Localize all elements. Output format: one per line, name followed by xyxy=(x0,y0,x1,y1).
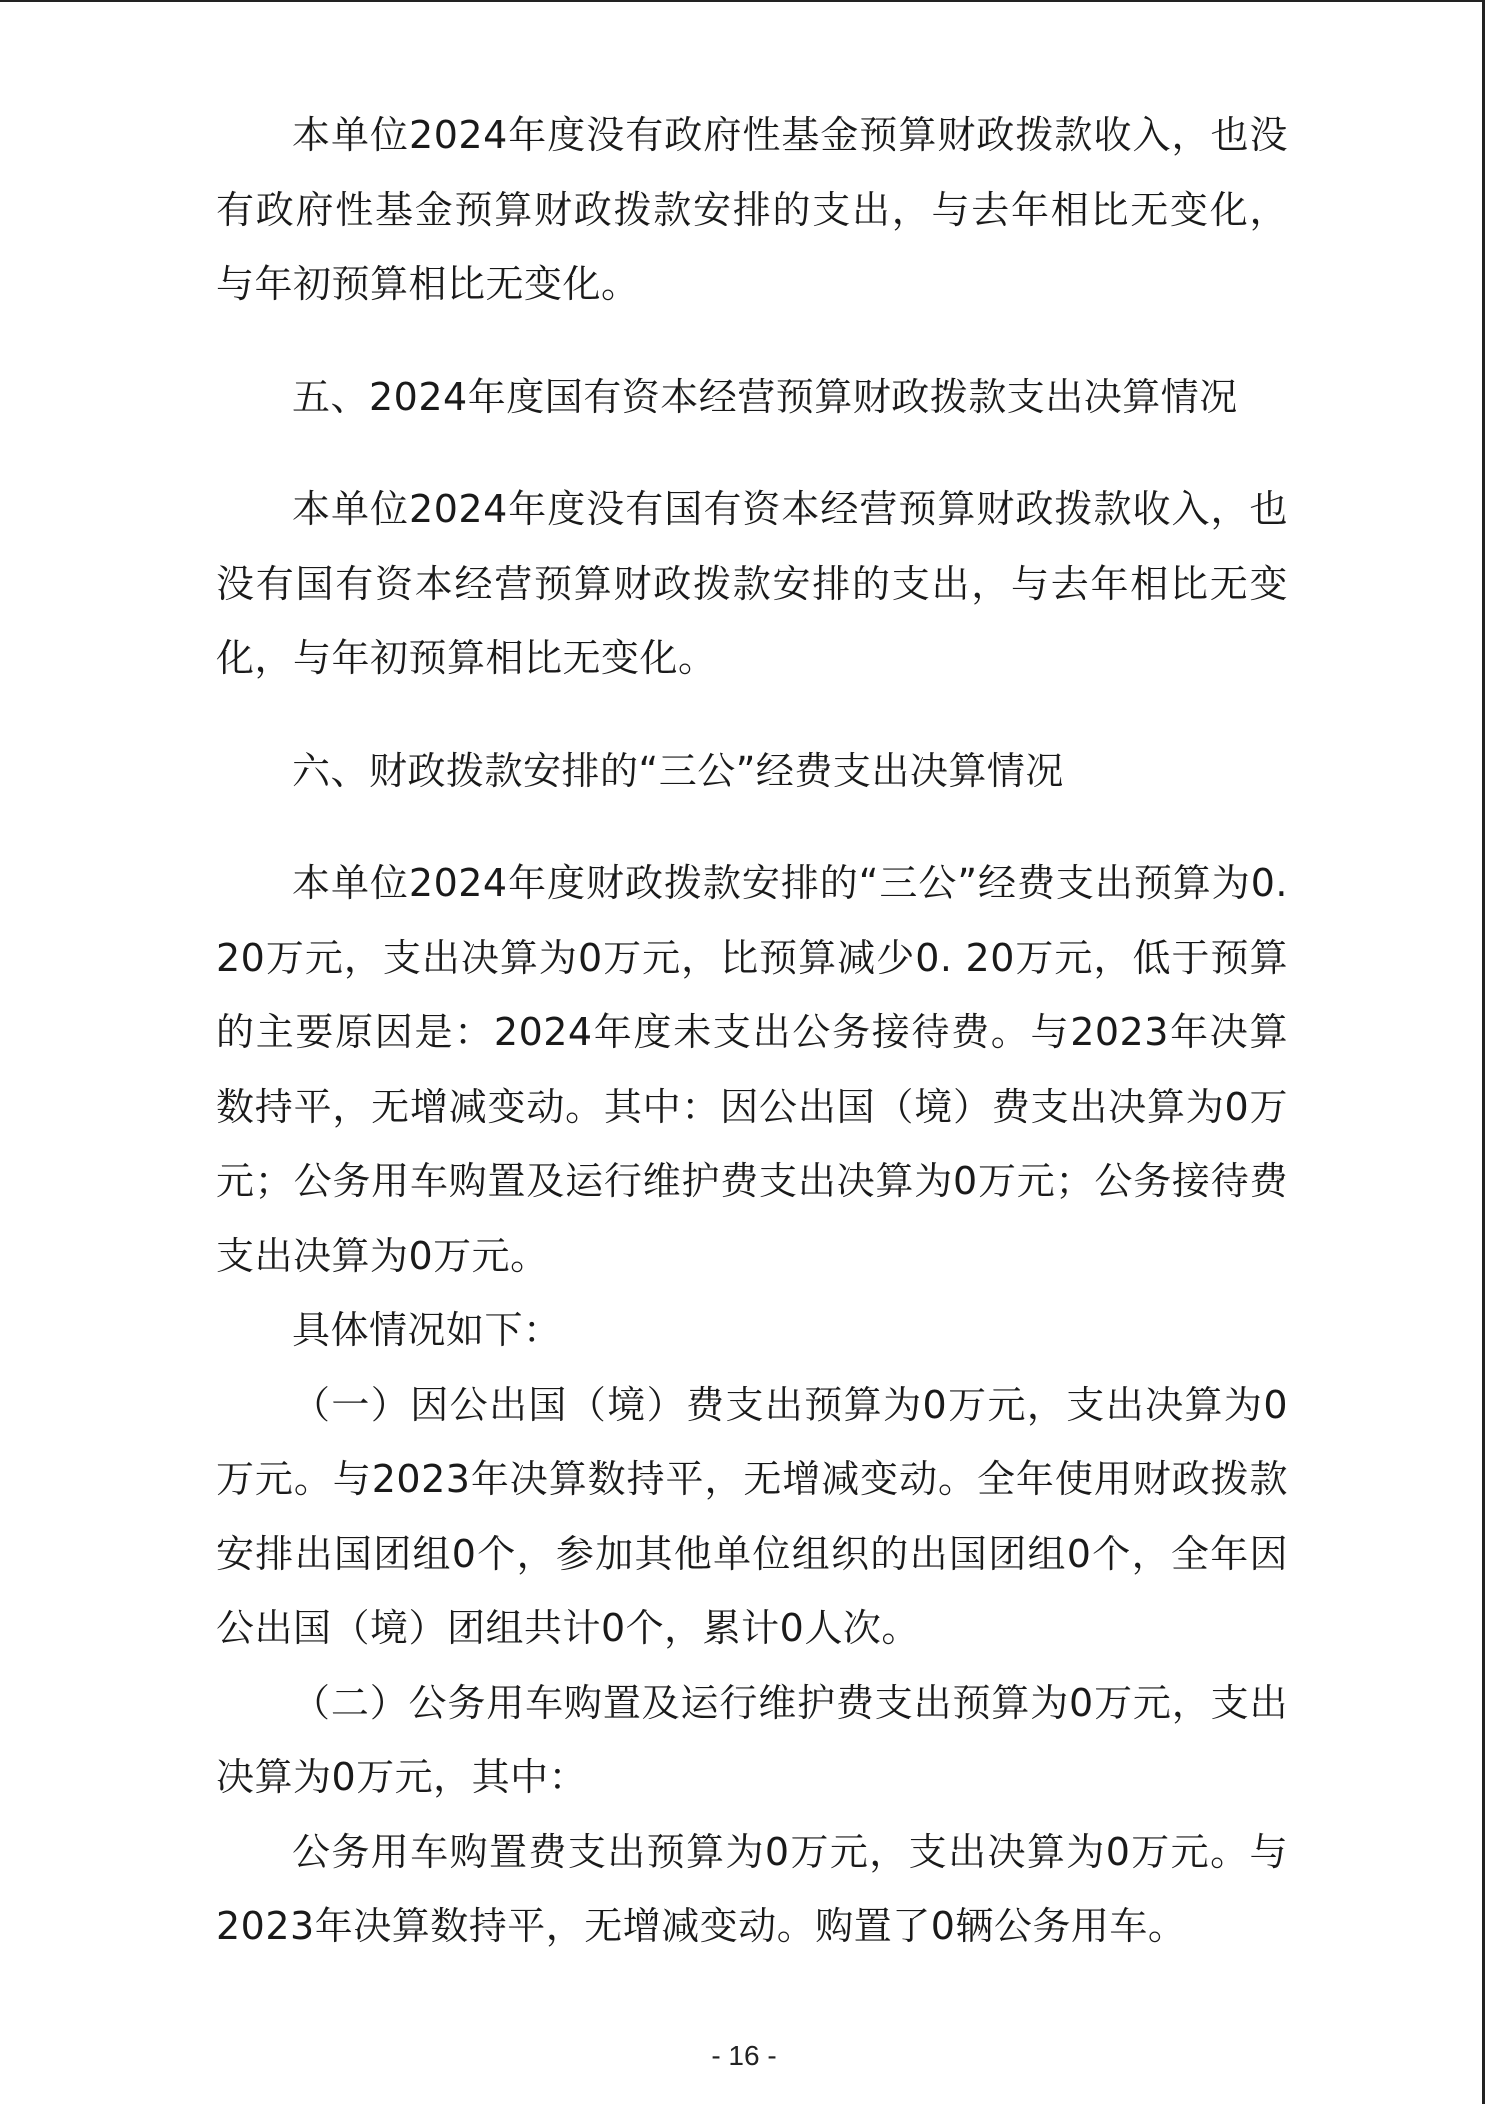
page-number: - 16 - xyxy=(711,2040,777,2071)
document-body xyxy=(216,98,1288,1964)
paragraph-state-capital: 本单位2024年度没有国有资本经营预算财政拨款收入，也没有国有资本经营预算财政拨款安排的支出，与去年相比无变化，与年初预算相比无变化。 xyxy=(216,487,1288,680)
paragraph-details-intro: 具体情况如下： xyxy=(292,1308,562,1352)
paragraph-government-fund: 本单位2024年度没有政府性基金预算财政拨款收入，也没有政府性基金预算财政拨款安排的支出，与去年相比无变化，与年初预算相比无变化。 xyxy=(216,113,1288,306)
paragraph-vehicle-expenses: （二）公务用车购置及运行维护费支出预算为0万元，支出决算为0万元，其中： xyxy=(216,1680,1288,1799)
paragraph-vehicle-purchase: 公务用车购置费支出预算为0万元，支出决算为0万元。与2023年决算数持平，无增减变动。购置了0辆公务用车。 xyxy=(216,1829,1288,1948)
paragraph-three-public-summary: 本单位2024年度财政拨款安排的“三公”经费支出预算为0. 20万元，支出决算为0万元，比预算减少0. 20万元，低于预算的主要原因是：2024年度未支出公务接待费。与2023年决算数持平，无增减变动。其中：因公出国（境）费支出决算为0万元；公务用车购置及运行维护费支出决算为0万元；公务接待费支出决算为0万元。 xyxy=(216,861,1288,1278)
section-heading-5: 五、2024年度国有资本经营预算财政拨款支出决算情况 xyxy=(292,374,1238,419)
paragraph-overseas-travel: （一）因公出国（境）费支出预算为0万元，支出决算为0万元。与2023年决算数持平，无增减变动。全年使用财政拨款安排出国团组0个，参加其他单位组织的出国团组0个，全年因公出国（境）团组共计0个，累计0人次。 xyxy=(216,1382,1288,1650)
section-heading-6: 六、财政拨款安排的“三公”经费支出决算情况 xyxy=(292,748,1064,793)
